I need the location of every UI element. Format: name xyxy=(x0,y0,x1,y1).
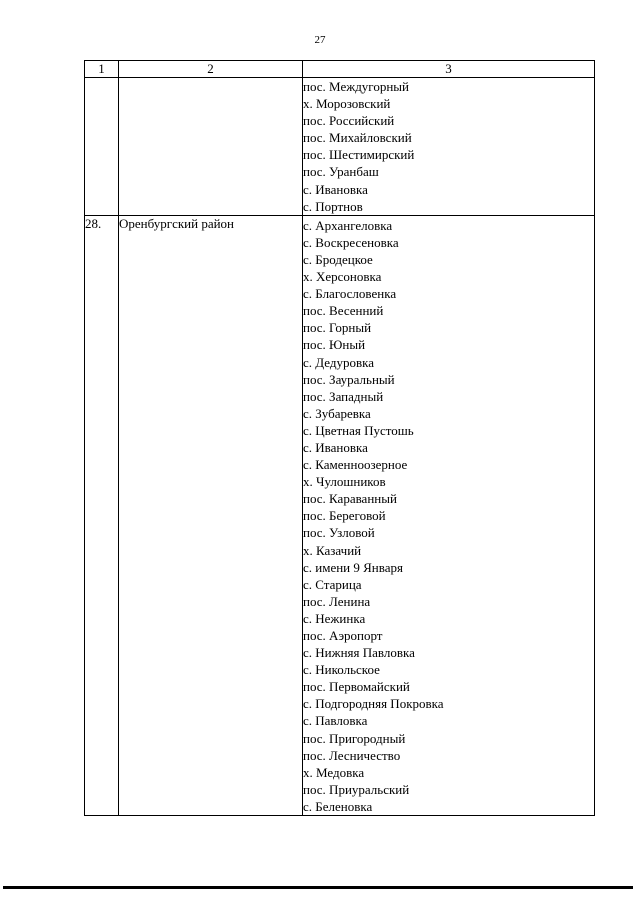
place-item: пос. Аэропорт xyxy=(303,628,383,643)
place-item: пос. Пригородный xyxy=(303,730,406,746)
place-item: с. Цветная Пустошь xyxy=(303,422,414,438)
column-header-1: 1 xyxy=(85,61,119,78)
place-item: с. Благословенка xyxy=(303,286,397,302)
place-item: с. Старица xyxy=(303,576,362,592)
place-item: пос. Зауральный xyxy=(303,371,395,387)
place-item: пос. Российский xyxy=(303,113,395,129)
place-item: пос. Михайловский xyxy=(303,130,412,146)
place-item: пос. Уранбаш xyxy=(303,164,379,180)
page-number: 27 xyxy=(314,34,326,46)
place-item: пос. Горный xyxy=(303,320,372,336)
place-item: пос. Караванный xyxy=(303,491,397,507)
place-item: с. Каменноозерное xyxy=(303,457,408,473)
place-item: с. Портнов xyxy=(303,198,363,214)
table-row xyxy=(85,215,595,815)
place-item: х. Морозовский xyxy=(303,96,391,112)
place-item: пос. Приуральский xyxy=(303,781,410,797)
district-name: Оренбургский район xyxy=(119,215,303,815)
place-item: пос. Шестимирский xyxy=(303,147,415,163)
place-item: пос. Ленина xyxy=(303,593,371,609)
row-number: 28. xyxy=(85,215,119,815)
place-item: с. имени 9 Января xyxy=(303,559,403,575)
place-item: с. Ивановка xyxy=(303,439,368,455)
row-number xyxy=(85,78,119,216)
column-header-2: 2 xyxy=(119,61,303,78)
place-item: пос. Междугорный xyxy=(303,79,409,94)
table-header-row xyxy=(85,61,595,78)
places-list xyxy=(303,215,595,815)
place-item: пос. Весенний xyxy=(303,303,384,319)
settlements-table xyxy=(84,60,595,816)
place-item: х. Чулошников xyxy=(303,474,386,490)
places-list xyxy=(303,78,595,216)
place-item: х. Казачий xyxy=(303,542,362,558)
place-item: с. Нижняя Павловка xyxy=(303,645,415,661)
footer-rule xyxy=(3,886,633,889)
place-item: с. Архангеловка xyxy=(303,217,393,233)
place-item: с. Зубаревка xyxy=(303,405,371,421)
place-item: пос. Лесничество xyxy=(303,747,401,763)
place-item: с. Бродецкое xyxy=(303,251,373,267)
column-header-3: 3 xyxy=(303,61,595,78)
place-item: с. Никольское xyxy=(303,662,380,678)
district-name xyxy=(119,78,303,216)
place-item: с. Беленовка xyxy=(303,798,373,814)
place-item: с. Воскресеновка xyxy=(303,234,399,250)
table-row xyxy=(85,78,595,216)
place-item: с. Дедуровка xyxy=(303,354,375,370)
place-item: пос. Узловой xyxy=(303,525,375,541)
place-item: пос. Западный xyxy=(303,388,384,404)
place-item: с. Подгородняя Покровка xyxy=(303,696,444,712)
place-item: пос. Первомайский xyxy=(303,679,410,695)
place-item: с. Ивановка xyxy=(303,181,368,197)
table-body xyxy=(85,78,595,816)
place-item: х. Херсоновка xyxy=(303,269,382,285)
place-item: пос. Береговой xyxy=(303,508,386,524)
place-item: с. Нежинка xyxy=(303,610,366,626)
place-item: х. Медовка xyxy=(303,764,365,780)
place-item: пос. Юный xyxy=(303,337,366,353)
place-item: с. Павловка xyxy=(303,713,368,729)
